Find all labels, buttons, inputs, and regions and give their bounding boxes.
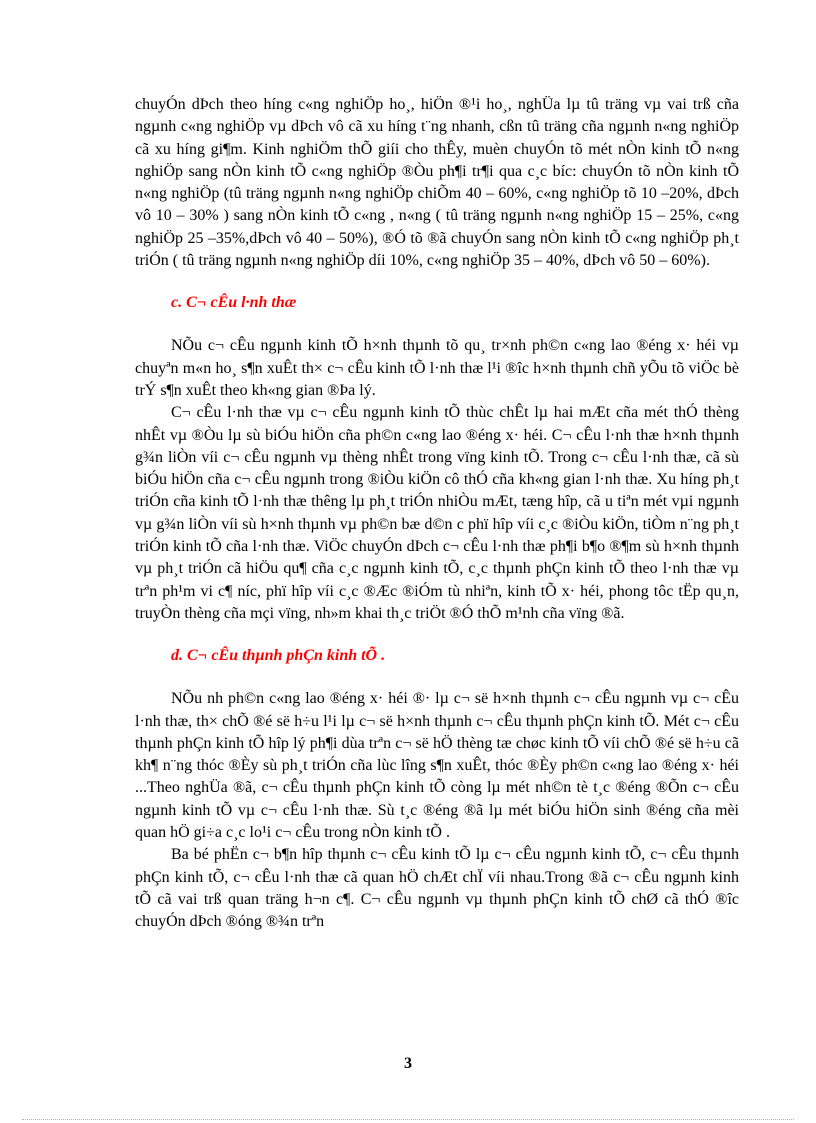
paragraph-territorial-2: C¬ cÊu l·nh thæ vµ c¬ cÊu ngµnh kinh tÕ thùc chÊt lµ hai mÆt cña mét thÓ thèng nhÊt vµ ®Òu lµ sù biÓu hiÖn cña ph©n c«ng lao ®éng x· héi. C¬ cÊu l·nh thæ h×nh thµnh g¾n liÒn víi c¬ cÊu ngµnh vµ thèng nhÊt trong vïng kinh tÕ. Trong c¬ cÊu l·nh thæ, cã sù biÓu hiÖn cña c¬ cÊu ngµnh trong ®iÒu kiÖn cô thÓ cña kh«ng gian l·nh thæ. Xu híng ph¸t triÓn cña kinh tÕ l·nh thæ thêng lµ ph¸t triÓn nhiÒu mÆt, tæng hîp, cã u tiªn mét vµi ngµnh vµ g¾n liÒn víi sù h×nh thµnh vµ ph©n bæ d©n c phï hîp víi c¸c ®iÒu kiÖn, tiÒm n¨ng ph¸t triÓn kinh tÕ cña l·nh thæ. ViÖc chuyÓn dÞch c¬ cÊu l·nh thæ ph¶i b¶o ®¶m sù h×nh thµnh vµ ph¸t triÓn cã hiÖu qu¶ cña c¸c ngµnh kinh tÕ, c¸c thµnh phÇn kinh tÕ theo l·nh thæ vµ trªn ph¹m vi c¶ níc, phï hîp víi c¸c ®Æc ®iÓm tù nhiªn, kinh tÕ x· héi, phong tôc tËp qu¸n, truyÒn thèng cña mçi vïng, nh»m khai th¸c triÖt ®Ó thÕ m¹nh cña vïng ®ã. (135, 404, 739, 622)
page-number: 3 (404, 1055, 412, 1072)
paragraph-sector-2: Ba bé phËn c¬ b¶n hîp thµnh c¬ cÊu kinh tÕ lµ c¬ cÊu ngµnh kinh tÕ, c¬ cÊu thµnh phÇn kinh tÕ, c¬ cÊu l·nh thæ cã quan hÖ chÆt chÏ víi nhau.Trong ®ã c¬ cÊu ngµnh kinh tÕ cã vai trß quan träng h¬n c¶. C¬ cÊu ngµnh vµ thµnh phÇn kinh tÕ chØ cã thÓ ®îc chuyÓn dÞch ®óng ®¾n trªn (135, 846, 739, 931)
heading-territorial-structure: c. C¬ cÊu l·nh thæ (171, 294, 297, 312)
paragraph-territorial-1: NÕu c¬ cÊu ngµnh kinh tÕ h×nh thµnh tõ qu¸ tr×nh ph©n c«ng lao ®éng x· héi vµ chuyªn m«n ho¸ s¶n xuÊt th× c¬ cÊu kinh tÕ l·nh thæ l¹i ®îc h×nh thµnh chñ yÕu tõ viÖc bè trÝ s¶n xuÊt theo kh«ng gian ®Þa lý. (135, 337, 739, 399)
page-body (135, 94, 739, 934)
page-bottom-divider (22, 1119, 794, 1120)
heading-economic-sector-structure: d. C¬ cÊu thµnh phÇn kinh tÕ . (171, 647, 386, 665)
paragraph-intro: chuyÓn dÞch theo híng c«ng nghiÖp ho¸, hiÖn ®¹i ho¸, nghÜa lµ tû träng vµ vai trß cña ngµnh c«ng nghiÖp vµ dÞch vô cã xu híng t¨ng nhanh, cßn tû träng cña ngµnh n«ng nghiÖp cã xu híng gi¶m. Kinh nghiÖm thÕ giíi cho thÊy, muèn chuyÓn tõ mét nÒn kinh tÕ n«ng nghiÖp sang nÒn kinh tÕ c«ng nghiÖp ®Òu ph¶i tr¶i qua c¸c bíc: chuyÓn tõ nÒn kinh tÕ n«ng nghiÖp (tû träng ngµnh n«ng nghiÖp chiÕm 40 – 60%, c«ng nghiÖp tõ 10 –20%, dÞch vô 10 – 30% ) sang nÒn kinh tÕ c«ng , n«ng ( tû träng ngµnh n«ng nghiÖp 15 – 25%, c«ng nghiÖp 25 –35%,dÞch vô 40 – 50%), ®Ó tõ ®ã chuyÓn sang nÒn kinh tÕ c«ng nghiÖp ph¸t triÓn ( tû träng ngµnh n«ng nghiÖp díi 10%, c«ng nghiÖp 35 – 40%, dÞch vô 50 – 60%). (135, 96, 739, 270)
paragraph-sector-1: NÕu nh ph©n c«ng lao ®éng x· héi ®· lµ c¬ së h×nh thµnh c¬ cÊu ngµnh vµ c¬ cÊu l·nh thæ, th× chÕ ®é së h÷u l¹i lµ c¬ së h×nh thµnh c¬ cÊu thµnh phÇn kinh tÕ. Mét c¬ cÊu thµnh phÇn kinh tÕ hîp lý ph¶i dùa trªn c¬ së hÖ thèng tæ chøc kinh tÕ víi chÕ ®é së h÷u cã kh¶ n¨ng thóc ®Èy sù ph¸t triÓn cña lùc lîng s¶n xuÊt, thóc ®Èy ph©n c«ng lao ®éng x· héi ...Theo nghÜa ®ã, c¬ cÊu thµnh phÇn kinh tÕ còng lµ mét nh©n tè t¸c ®éng ®Õn c¬ cÊu ngµnh kinh tÕ vµ c¬ cÊu l·nh thæ. Sù t¸c ®éng ®ã lµ mét biÓu hiÖn sinh ®éng cña mèi quan hÖ gi÷a c¸c lo¹i c¬ cÊu trong nÒn kinh tÕ . (135, 690, 739, 842)
